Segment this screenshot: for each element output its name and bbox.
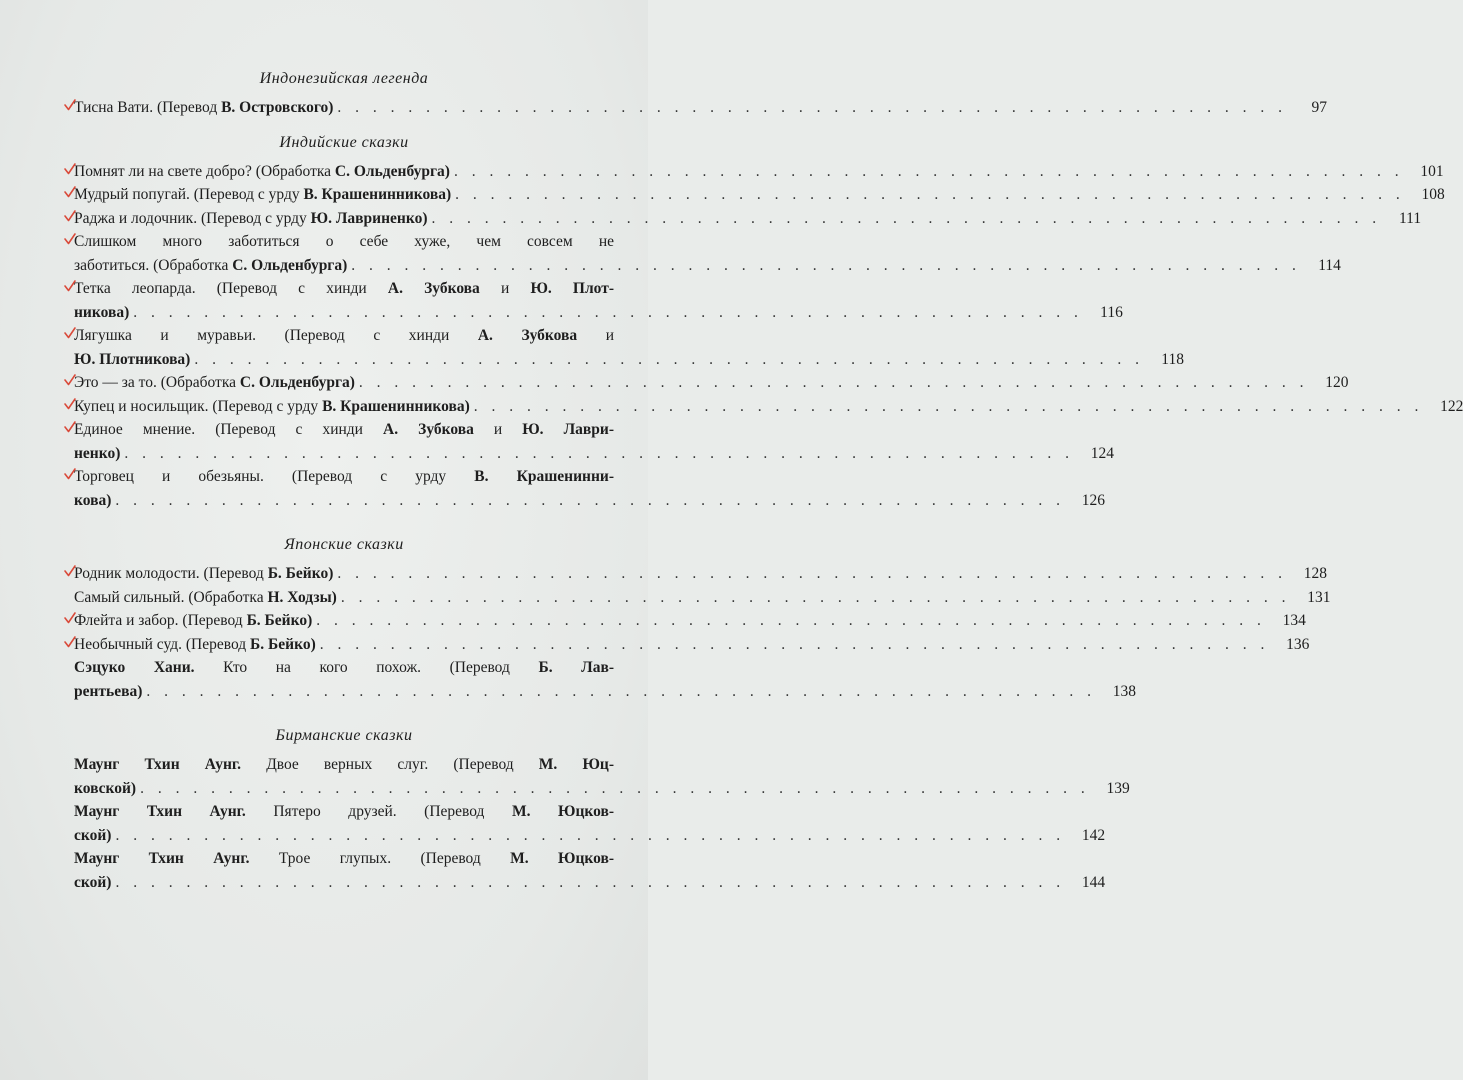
entry-author: В. Крашенинникова) <box>303 186 452 203</box>
entry-line <box>74 489 1105 513</box>
page-number: 138 <box>1112 682 1137 700</box>
check-mark-icon <box>64 468 76 480</box>
entry-line <box>74 324 614 348</box>
entry-author: Ю. Плотникова) <box>74 350 191 368</box>
page-number: 124 <box>1090 444 1115 462</box>
check-mark-icon <box>64 280 76 292</box>
toc-entry[interactable] <box>74 656 1137 703</box>
entry-title: Трое глупых. (Перевод <box>249 850 511 867</box>
page-number: 111 <box>1399 209 1422 227</box>
toc-entry[interactable] <box>74 160 1444 184</box>
entry-translator: М. Юц- <box>538 756 614 773</box>
dot-leader <box>133 301 1083 325</box>
entry-line <box>74 96 1328 120</box>
entry-title: Двое верных слуг. (Перевод <box>241 756 539 773</box>
dot-leader <box>431 207 1381 231</box>
entry-title: Флейта и забор. (Перевод <box>74 612 247 629</box>
dot-leader <box>124 442 1074 466</box>
entry-title: Торговец и обезьяны. (Перевод с урду <box>74 468 475 485</box>
entry-author: Сэцуко Хани. <box>74 659 195 676</box>
dot-leader <box>316 609 1266 633</box>
page-number: 131 <box>1307 588 1331 606</box>
dot-leader <box>474 395 1424 419</box>
entry-title: Тисна Вати. (Перевод <box>74 99 222 116</box>
entry-author: Маунг Тхин Аунг. <box>74 850 250 867</box>
entry-title: Пятеро друзей. (Перевод <box>245 803 512 820</box>
entry-line <box>74 633 1310 657</box>
entry-line <box>74 753 614 777</box>
toc-entry[interactable] <box>74 207 1422 231</box>
toc-entry[interactable] <box>74 324 1184 371</box>
entry-line <box>74 609 1306 633</box>
entry-author: С. Ольденбурга) <box>239 374 355 391</box>
entry-translator: Б. Лав- <box>538 659 614 676</box>
entry-line <box>74 680 1137 704</box>
check-mark-icon <box>64 374 76 386</box>
toc-entry[interactable] <box>74 633 1310 657</box>
entry-author: А. Зубкова <box>387 280 480 297</box>
toc-entry[interactable] <box>74 277 1123 324</box>
entry-title: заботиться. (Обработка <box>74 256 233 274</box>
entry-author: ковской) <box>74 779 137 797</box>
entry-title: и <box>473 421 523 438</box>
entry-author: В. Крашенинни- <box>474 468 614 485</box>
entry-title: Мудрый попугай. (Перевод с урду <box>74 186 304 203</box>
entry-title: Раджа и лодочник. (Перевод с урду <box>74 209 311 227</box>
entry-translator: Ю. Плот- <box>530 280 614 297</box>
entry-line <box>74 442 1115 466</box>
page-number: 142 <box>1081 826 1106 844</box>
entry-line <box>74 418 614 442</box>
toc-entry[interactable] <box>74 465 1105 512</box>
check-mark-icon <box>64 327 76 339</box>
check-mark-icon <box>64 565 76 577</box>
entry-title: Купец и носильщик. (Перевод с урду <box>74 397 323 415</box>
entry-line <box>74 800 614 824</box>
toc-entry[interactable] <box>74 395 1463 419</box>
entry-author: А. Зубкова <box>477 327 578 344</box>
dot-leader <box>359 371 1309 395</box>
entry-line <box>74 465 614 489</box>
section-title: Индонезийская легенда <box>259 70 429 87</box>
entry-line <box>74 371 1349 395</box>
dot-leader <box>351 254 1301 278</box>
entry-title: Слишком много заботиться о себе хуже, чем совсем не <box>74 233 614 250</box>
check-mark-icon <box>64 163 76 175</box>
entry-line <box>74 230 614 254</box>
check-mark-icon <box>64 186 76 198</box>
entry-author: никова) <box>74 303 130 321</box>
dot-leader <box>320 633 1270 657</box>
entry-title: Самый сильный. (Обработка <box>74 588 268 606</box>
toc-entry[interactable] <box>74 371 1349 395</box>
entry-author: ской) <box>74 873 112 891</box>
toc-entry[interactable] <box>74 800 1106 847</box>
toc-entry[interactable] <box>74 562 1328 586</box>
entry-line <box>74 183 1445 207</box>
check-mark-icon <box>64 210 76 222</box>
toc-entry[interactable] <box>74 847 1106 894</box>
entry-author: Ю. Лавриненко) <box>310 209 428 227</box>
entry-line <box>74 207 1422 231</box>
toc-entry[interactable] <box>74 586 1331 610</box>
entry-translator: Ю. Лаври- <box>522 421 614 438</box>
toc-entry[interactable] <box>74 418 1115 465</box>
dot-leader <box>115 824 1065 848</box>
page-number: 114 <box>1318 256 1341 274</box>
entry-author: ской) <box>74 826 112 844</box>
entry-line <box>74 586 1331 610</box>
check-mark-icon <box>64 398 76 410</box>
dot-leader <box>455 183 1405 207</box>
entry-translator: М. Юцков- <box>510 850 614 867</box>
page-number: 126 <box>1081 491 1105 509</box>
entry-line <box>74 277 614 301</box>
toc-entry[interactable] <box>74 183 1445 207</box>
section-title: Японские сказки <box>284 536 404 553</box>
check-mark-icon <box>64 612 76 624</box>
entry-line <box>74 348 1184 372</box>
page-number: 97 <box>1311 99 1328 116</box>
entry-author: рентьева) <box>74 682 143 700</box>
entry-author: Б. Бейко) <box>250 635 316 653</box>
dot-leader <box>341 586 1291 610</box>
entry-author: Б. Бейко) <box>246 612 313 629</box>
entry-title: Помнят ли на свете добро? (Обработка <box>74 162 335 180</box>
entry-title: Тетка леопарда. (Перевод с хинди <box>74 280 388 297</box>
check-mark-icon <box>64 421 76 433</box>
entry-title: Единое мнение. (Перевод с хинди <box>74 421 384 438</box>
entry-translator: М. Юцков- <box>511 803 614 820</box>
entry-author: В. Островского) <box>221 99 334 116</box>
toc-entry[interactable] <box>74 230 1341 277</box>
check-mark-icon <box>64 99 76 111</box>
entry-author: А. Зубкова <box>383 421 474 438</box>
toc-entry[interactable] <box>74 96 1328 120</box>
entry-line <box>74 562 1328 586</box>
entry-author: С. Ольденбурга) <box>334 162 450 180</box>
entry-line <box>74 160 1444 184</box>
page-number: 120 <box>1325 374 1349 391</box>
page-number: 134 <box>1282 612 1306 629</box>
page-number: 136 <box>1286 635 1310 653</box>
entry-author: кова) <box>74 491 112 509</box>
entry-title: Это — за то. (Обработка <box>74 374 240 391</box>
page-number: 101 <box>1420 162 1444 180</box>
check-mark-icon <box>64 233 76 245</box>
entry-line <box>74 301 1123 325</box>
entry-line <box>74 395 1463 419</box>
entry-line <box>74 254 1341 278</box>
dot-leader <box>337 562 1287 586</box>
entry-line <box>74 824 1106 848</box>
dot-leader <box>146 680 1096 704</box>
entry-author: С. Ольденбурга) <box>232 256 348 274</box>
dot-leader <box>140 777 1090 801</box>
section-title: Индийские сказки <box>279 133 409 151</box>
entry-author: В. Крашенинникова) <box>322 397 470 415</box>
page-number: 122 <box>1440 397 1463 415</box>
toc-entry[interactable] <box>74 609 1306 633</box>
toc-entry[interactable] <box>74 753 1130 800</box>
page-number: 144 <box>1081 873 1106 891</box>
entry-author: Маунг Тхин Аунг. <box>74 803 246 820</box>
dot-leader <box>454 160 1404 184</box>
page-number: 108 <box>1421 186 1445 203</box>
dot-leader <box>194 348 1144 372</box>
entry-line <box>74 656 614 680</box>
dot-leader <box>115 871 1065 895</box>
dot-leader <box>337 96 1287 120</box>
section-title: Бирманские сказки <box>275 727 413 744</box>
entry-title: Родник молодости. (Перевод <box>74 565 268 582</box>
dot-leader <box>115 489 1065 513</box>
page-number: 116 <box>1100 303 1123 321</box>
entry-title: Необычный суд. (Перевод <box>74 635 251 653</box>
entry-author: ненко) <box>74 444 121 462</box>
entry-title: и <box>577 327 614 344</box>
entry-line <box>74 847 614 871</box>
entry-line <box>74 871 1106 895</box>
entry-title: Кто на кого похож. (Перевод <box>194 659 539 676</box>
entry-author: Маунг Тхин Аунг. <box>74 756 242 773</box>
entry-author: Н. Ходзы) <box>267 588 337 606</box>
page-number: 139 <box>1106 779 1130 797</box>
entry-author: Б. Бейко) <box>267 565 334 582</box>
page-number: 118 <box>1161 350 1184 368</box>
entry-title: и <box>479 280 531 297</box>
entry-line <box>74 777 1130 801</box>
entry-title: Лягушка и муравьи. (Перевод с хинди <box>74 327 478 344</box>
table-of-contents <box>74 66 1463 894</box>
page-number: 128 <box>1303 565 1328 582</box>
check-mark-icon <box>64 636 76 648</box>
